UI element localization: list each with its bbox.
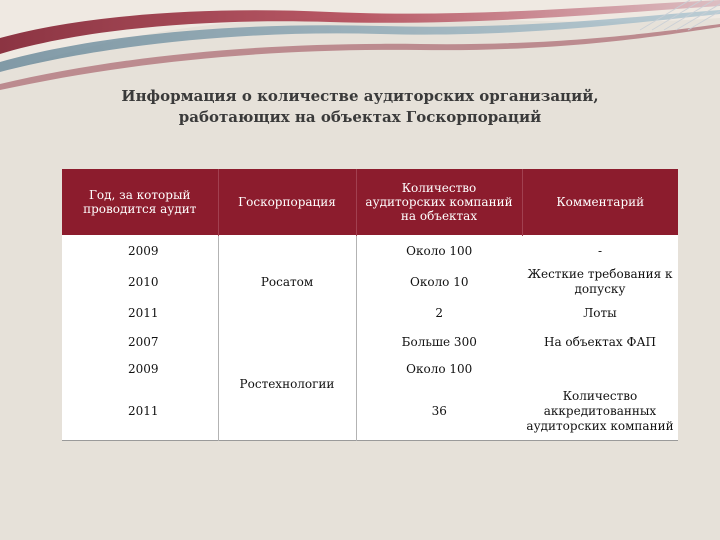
table-header-row xyxy=(62,169,678,236)
cell-comment: На объектах ФАП xyxy=(522,328,678,356)
cell-corporation: Ростехнологии xyxy=(218,328,356,441)
cell-comment xyxy=(522,356,678,382)
cell-year: 2009 xyxy=(62,236,218,267)
cell-year: 2011 xyxy=(62,382,218,441)
table-row xyxy=(62,236,678,267)
header-comment: Комментарий xyxy=(522,169,678,236)
cell-year: 2009 xyxy=(62,356,218,382)
cell-comment: Жесткие требования к допуску xyxy=(522,266,678,298)
cell-count: Около 100 xyxy=(356,236,522,267)
header-year: Год, за который проводится аудит xyxy=(62,169,218,236)
cell-comment: - xyxy=(522,236,678,267)
table-row xyxy=(62,266,678,298)
table-row xyxy=(62,298,678,328)
cell-comment: Лоты xyxy=(522,298,678,328)
cell-count: 2 xyxy=(356,298,522,328)
title-line-1: Информация о количестве аудиторских организаций, xyxy=(121,87,599,105)
cell-year: 2010 xyxy=(62,266,218,298)
header-corporation: Госкорпорация xyxy=(218,169,356,236)
table-row xyxy=(62,356,678,382)
cell-comment: Количество аккредитованных аудиторских компаний xyxy=(522,382,678,441)
audit-table xyxy=(62,169,678,441)
cell-corporation: Росатом xyxy=(218,236,356,329)
cell-count: 36 xyxy=(356,382,522,441)
table-row xyxy=(62,382,678,441)
cell-count: Больше 300 xyxy=(356,328,522,356)
table-row xyxy=(62,328,678,356)
cell-count: Около 10 xyxy=(356,266,522,298)
header-count: Количество аудиторских компаний на объектах xyxy=(356,169,522,236)
cell-year: 2011 xyxy=(62,298,218,328)
cell-year: 2007 xyxy=(62,328,218,356)
cell-count: Около 100 xyxy=(356,356,522,382)
title-line-2: работающих на объектах Госкорпораций xyxy=(178,108,542,126)
page-title xyxy=(60,86,660,128)
